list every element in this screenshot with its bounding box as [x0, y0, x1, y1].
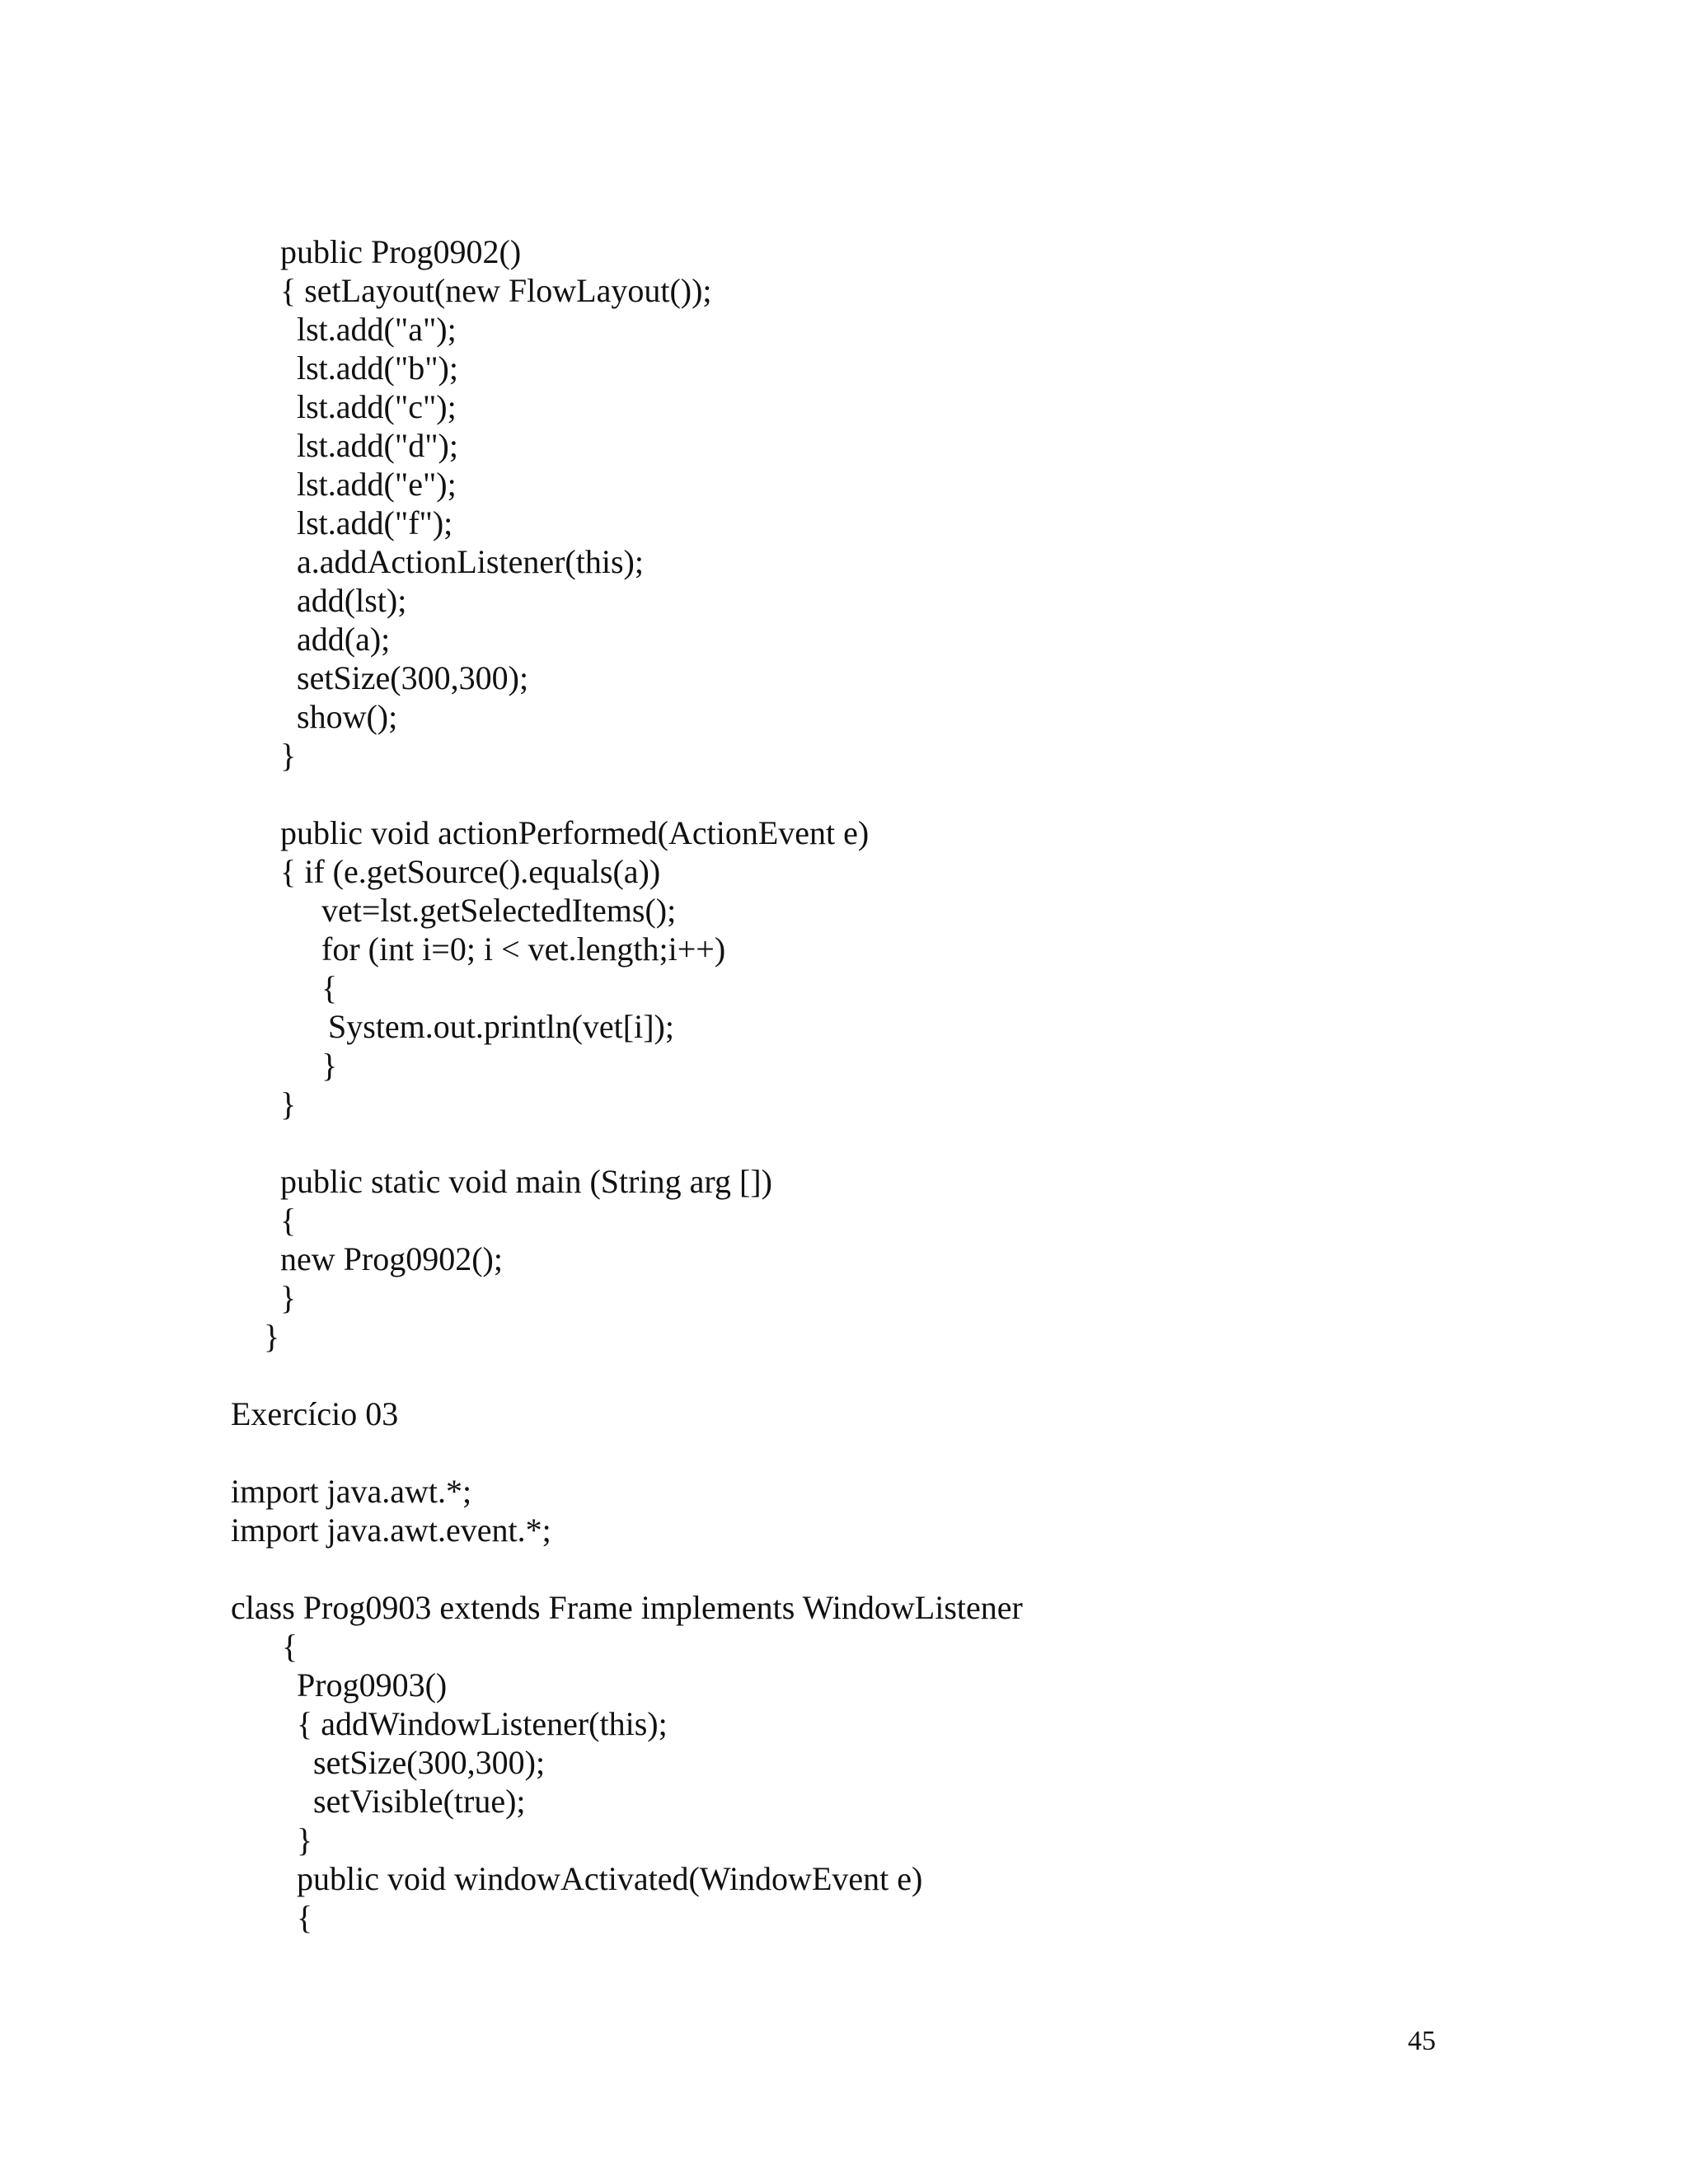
- code-line: {: [321, 969, 338, 1006]
- code-line: show();: [297, 698, 398, 735]
- code-line: public Prog0902(): [280, 233, 522, 270]
- code-line: add(lst);: [297, 582, 407, 619]
- code-line: System.out.println(vet[i]);: [328, 1008, 674, 1045]
- code-line: }: [280, 1279, 297, 1316]
- code-line: lst.add("e");: [297, 466, 457, 503]
- code-line: { addWindowListener(this);: [297, 1705, 668, 1742]
- code-line: lst.add("a");: [297, 311, 457, 348]
- code-line: setSize(300,300);: [297, 659, 529, 696]
- code-line: }: [280, 1085, 297, 1122]
- code-line: }: [264, 1318, 280, 1355]
- code-line: { setLayout(new FlowLayout());: [280, 272, 712, 309]
- code-line: public void actionPerformed(ActionEvent e): [280, 814, 870, 851]
- code-line: public void windowActivated(WindowEvent e): [297, 1860, 923, 1897]
- code-line: }: [280, 737, 297, 774]
- code-line: import java.awt.event.*;: [231, 1511, 551, 1549]
- code-line: {: [280, 1202, 297, 1239]
- code-line: a.addActionListener(this);: [297, 543, 644, 580]
- code-line: Prog0903(): [297, 1666, 448, 1704]
- code-line: setSize(300,300);: [313, 1744, 546, 1781]
- code-line: vet=lst.getSelectedItems();: [321, 892, 677, 929]
- code-line: new Prog0902();: [280, 1240, 503, 1277]
- code-line: setVisible(true);: [313, 1783, 526, 1820]
- code-line: lst.add("d");: [297, 427, 458, 464]
- code-line: public static void main (String arg []): [280, 1163, 772, 1200]
- code-line: class Prog0903 extends Frame implements WindowListener: [231, 1589, 1023, 1626]
- code-line: import java.awt.*;: [231, 1473, 472, 1510]
- code-line: }: [321, 1047, 338, 1084]
- code-line: for (int i=0; i < vet.length;i++): [321, 930, 726, 968]
- code-line: lst.add("c");: [297, 388, 457, 425]
- code-line: { if (e.getSource().equals(a)): [280, 853, 661, 890]
- code-line: lst.add("b");: [297, 349, 458, 387]
- page-number: 45: [1408, 2026, 1436, 2056]
- code-line: }: [297, 1821, 313, 1858]
- code-line: {: [282, 1628, 298, 1665]
- section-heading: Exercício 03: [231, 1395, 399, 1432]
- code-line: {: [297, 1899, 313, 1936]
- code-line: add(a);: [297, 621, 391, 658]
- code-line: lst.add("f");: [297, 504, 453, 541]
